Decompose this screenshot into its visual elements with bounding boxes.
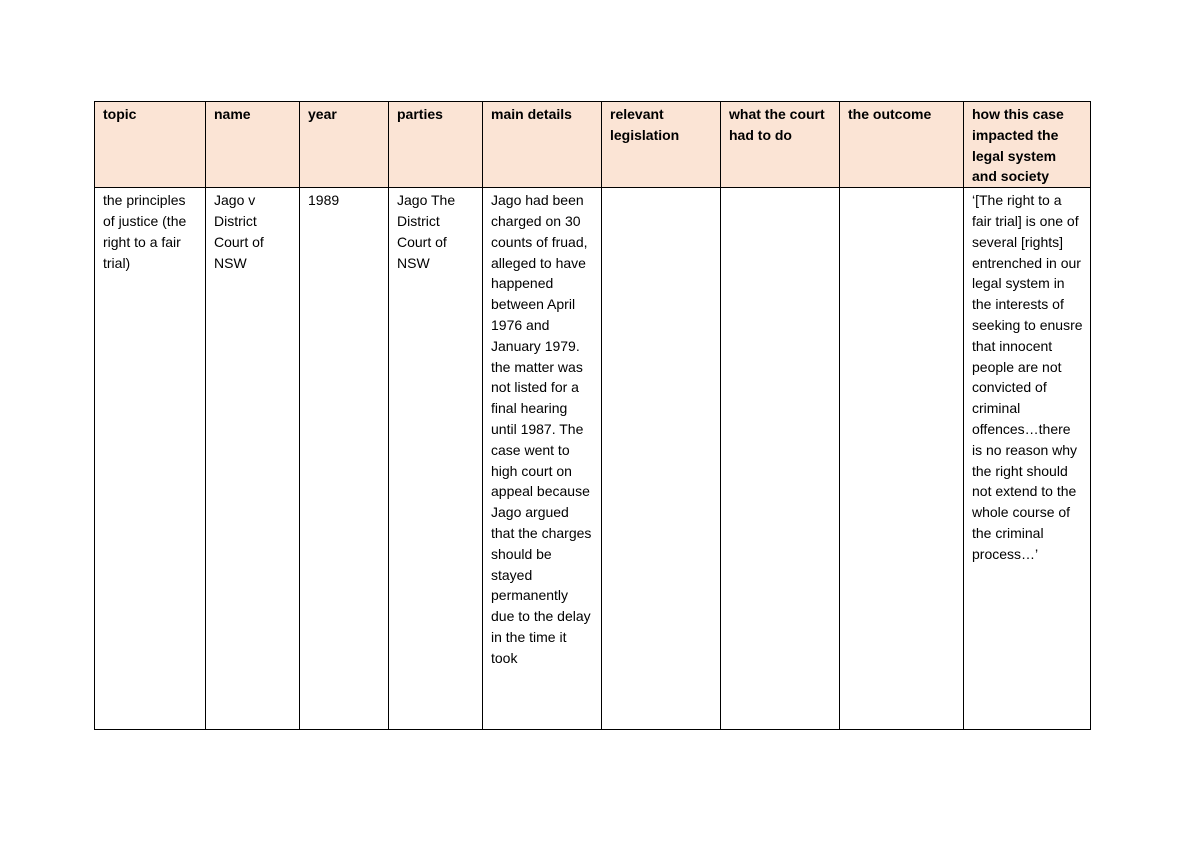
cell-topic: [95, 188, 206, 730]
cell-text: Jago The District Court of NSW: [397, 192, 456, 271]
cell-text: Jago had been charged on 30 counts of fruad, alleged to have happened between April 1976 and January 1979. the matter was not listed for a final hearing until 1987. The case went to high court on appeal because Jago argued that the charges should be stayed permanently due to the delay in the time it took: [491, 192, 592, 666]
header-label: topic: [103, 106, 137, 122]
header-label: parties: [397, 106, 443, 122]
header-cell-what-court-had-to-do: [721, 102, 840, 188]
header-label: year: [308, 106, 337, 122]
cell-what-court-had-to-do: [721, 188, 840, 730]
header-label: relevant legislation: [610, 106, 680, 143]
cell-main-details: [483, 188, 602, 730]
cell-outcome: [840, 188, 964, 730]
cell-year: [300, 188, 389, 730]
cell-text: ‘[The right to a fair trial] is one of several [rights] entrenched in our legal system in the interests of seeking to enusre that innocent people are not convicted of criminal offences…there is no reason why the right should not extend to the whole course of the criminal process…’: [972, 192, 1083, 562]
cell-relevant-legislation: [602, 188, 721, 730]
header-cell-relevant-legislation: [602, 102, 721, 188]
case-table: [94, 101, 1091, 730]
cell-name: [206, 188, 300, 730]
header-cell-impact: [964, 102, 1091, 188]
cell-text: Jago v District Court of NSW: [214, 192, 264, 271]
cell-text: the principles of justice (the right to a fair trial): [103, 192, 187, 271]
header-label: the outcome: [848, 106, 932, 122]
header-cell-main-details: [483, 102, 602, 188]
header-cell-name: [206, 102, 300, 188]
header-label: how this case impacted the legal system and society: [972, 106, 1064, 185]
table-row: [95, 188, 1091, 730]
cell-text: 1989: [308, 192, 340, 209]
cell-impact: [964, 188, 1091, 730]
header-cell-parties: [389, 102, 483, 188]
header-label: name: [214, 106, 251, 122]
header-cell-year: [300, 102, 389, 188]
header-row: [95, 102, 1091, 188]
header-label: main details: [491, 106, 572, 122]
cell-parties: [389, 188, 483, 730]
header-cell-outcome: [840, 102, 964, 188]
header-cell-topic: [95, 102, 206, 188]
header-label: what the court had to do: [729, 106, 825, 143]
